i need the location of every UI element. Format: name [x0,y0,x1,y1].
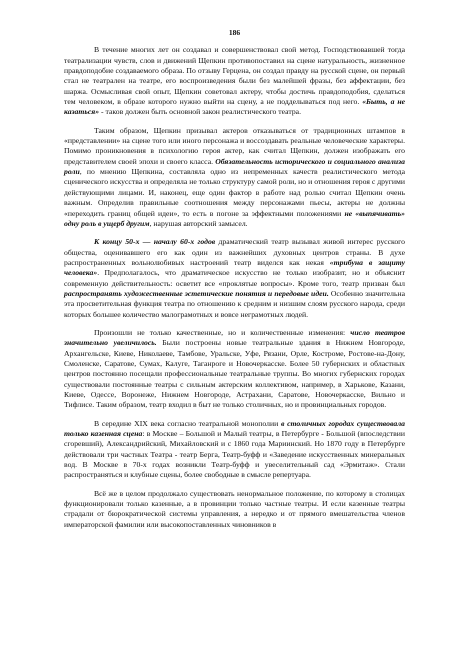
paragraph-text: Произошли не только качественные, но и количественные изменения: [94,327,351,337]
paragraph-text: драматический театр вызывал живой интерес русского общества, оценивавшего его как один из важнейших духовных центров страны. В духе распространенных вольнолюбивых настроений театр виделся как некая [64,237,405,267]
paragraph-text: : в Москве – Большой и Малый театры, в Петербурге - Большой (впоследствии сгоревший), Александрийский, Михайловский и с 1860 года Мариинский. Но 1870 году в Петербурге действовали три частных Театра - театр Берга, Театр-буфф и «Заведение искусственных минеральных вод. В Москве в 70-х годах возникли Театр-буфф и увеселительный сад «Эрмитаж». Стали распространяться и клубные сцены, более свободные в смысле репертуара. [64,429,405,480]
emphasis-text: не «выпячивать» одну роль в ущерб другим [64,208,405,228]
emphasis-text: число театров значительно увеличилось. [64,327,405,348]
emphasis-text: в столичных городах существовала только казенная сцена [64,418,405,439]
paragraph [64,328,405,411]
paragraph-text: , по мнению Щепкина, составляла одно из непременных качеств реалистического метода сценического искусства и определяла не только структуру самой роли, но и отношения героя с другими действующими лицами. И, наконец, еще один фактор в работе над ролью считал Щепкин очень важным. Определив правильные соотношения между персонажами пьесы, актеры не должны «переходить границ общей идеи», то есть в погоне за эффектными положениями [64,167,405,218]
page-number: 186 [228,28,241,37]
emphasis-text: К концу 50-х — началу 60-х годов [94,237,216,247]
paragraph-text: В середине XIX века согласно театральной монополии [94,418,281,428]
paragraph-text: В течение многих лет он создавал и совершенствовал свой метод. Господствовавшей тогда театрализации чувств, слов и движений Щепкин противопоставил на сцене натуральность, жизненное правдоподобие создаваемого образа. По отзыву Герцена, он создал правду на русской сцене, он первый стал не театрален на театре, его воспроизведения были без малейшей фразы, без аффектации, без шаржа. Осмысливая свой опыт, Щепкин советовал актеру, чтобы достичь правдоподобия, сделаться тем человеком, в образе которого нужно выйти на сцену, а не подделываться под него. [64,45,405,107]
emphasis-text: распространять художественные эстетические понятия и передовые идеи. [64,288,329,298]
paragraph [64,489,405,530]
paragraph [64,419,405,481]
paragraph [64,45,405,117]
paragraph [64,237,405,320]
document-body [64,45,405,530]
paragraph-text: - таков должен быть основной закон реалистического театра. [99,107,302,117]
emphasis-text: «трибуна в защиту человека» [64,257,406,278]
paragraph-text: . Предполагалось, что драматическое искусство не только изобразит, но и объяснит современную действительность: осветит все «проклятые вопросы». Кроме того, театр призван был [64,268,405,288]
emphasis-text: Обязательность исторического и социального анализа роли [64,156,405,177]
paragraph-text: Были построены новые театральные здания в Нижнем Новгороде, Архангельске, Киеве, Николаеве, Тамбове, Уральске, Уфе, Рязани, Орле, Костроме, Ростове-на-Дону, Смоленске, Саратове, Сумах, Калуге, Таганроге и Новочеркасске. Более 50 губернских и областных центров постоянно посещали профессиональные театральные труппы. Во многих губернских городах существовали постоянные театры с сильным актерским коллективом, например, в Харькове, Казани, Киеве, Одессе, Воронеже, Нижнем Новгороде, Астрахани, Саратове, Новочеркасске, Вильно и Тифлисе. Таким образом, театр входил в быт не только столичных, но и провинциальных городов. [64,338,405,410]
paragraph-text: Таким образом, Щепкин призывал актеров отказываться от традиционных штампов в «представлении» на сцене того или иного персонажа и воссоздавать реальные человеческие характеры. Помимо проникновения в психологию героя актер, как считал Щепкин, должен изображать его представителем своей эпохи и своего класса. [64,125,405,166]
paragraph [64,126,405,229]
emphasis-text: «Быть, а не казаться» [64,97,405,117]
paragraph-text: , нарушая авторский замысел. [149,218,248,228]
paragraph-text: Всё же в целом продолжало существовать ненормальное положение, по которому в столицах функционировали только казенные, а в провинции только частные театры. И если казенные театры страдали от бюрократической системы управления, а нередко и от прямого вмешательства членов императорской фамилии или высокопоставленных чиновников в [64,488,405,529]
paragraph-text: Особенно значительна эта просветительная функция театра по отношению к средним и низшим слоям русского народа, среди которых большее количество малограмотных и вовсе неграмотных людей. [64,288,405,319]
